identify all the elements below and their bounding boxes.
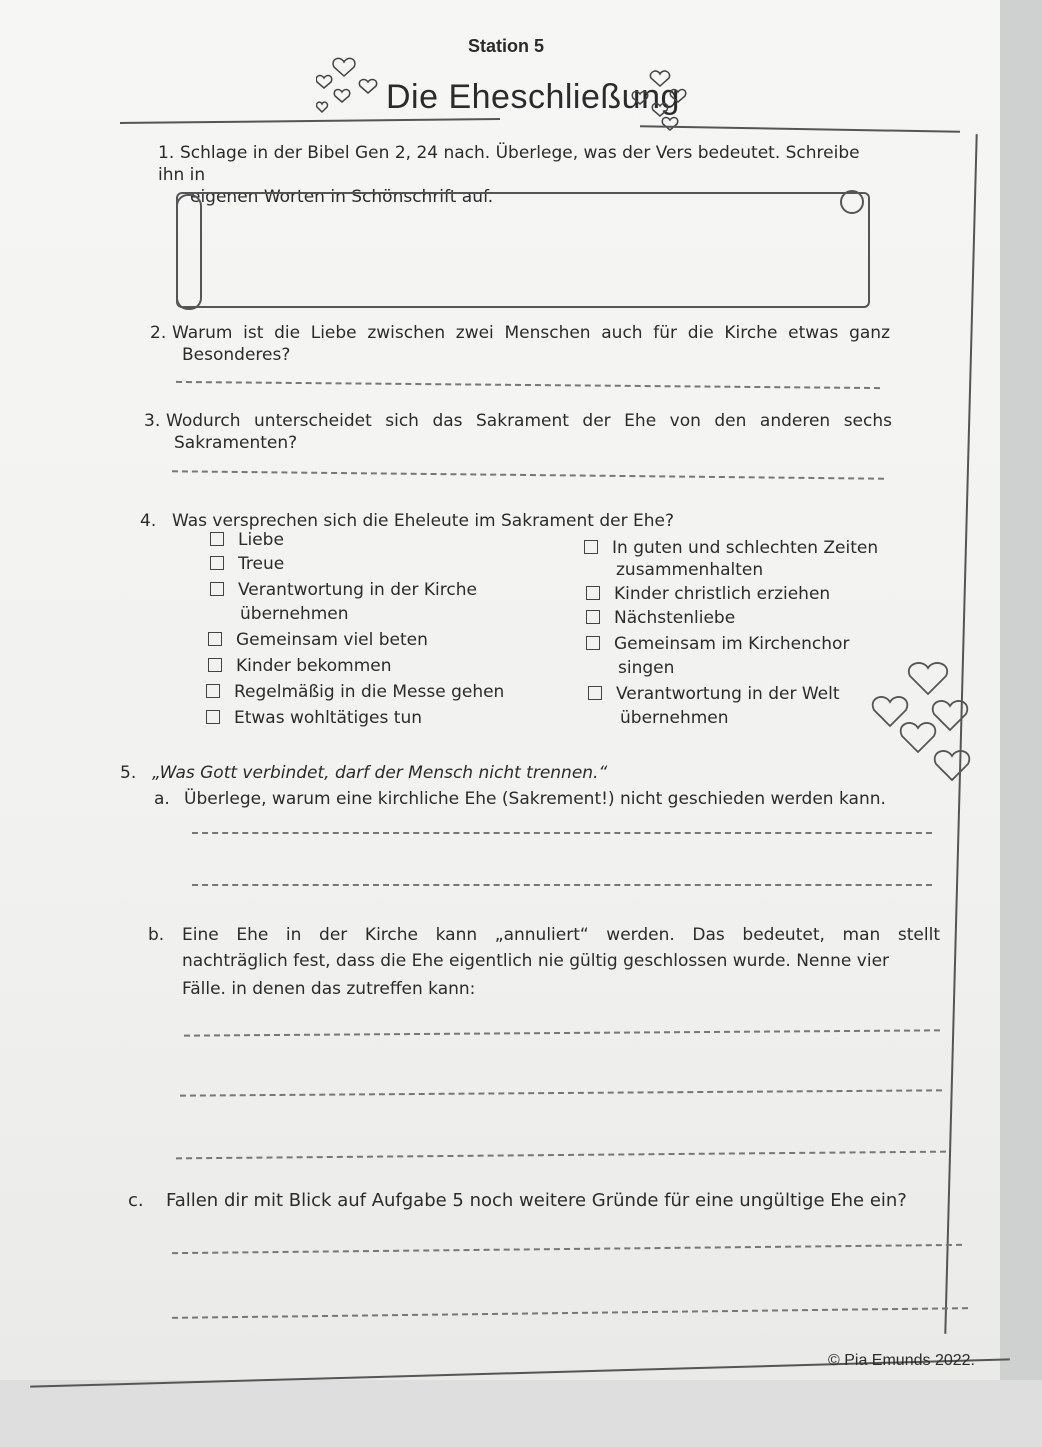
question-5b-line3: Fälle. in denen das zutreffen kann: xyxy=(182,979,476,999)
option-naechstenliebe[interactable]: Nächstenliebe xyxy=(586,608,735,628)
question-4-text: Was versprechen sich die Eheleute im Sakrament der Ehe? xyxy=(172,511,674,531)
option-kirchenchor[interactable]: Gemeinsam im Kirchenchor xyxy=(586,634,849,654)
question-2-number: 2. xyxy=(150,323,167,343)
checkbox-icon[interactable] xyxy=(586,636,600,650)
option-verantwortung-kirche-line2: übernehmen xyxy=(240,604,349,624)
question-1-line2: eigenen Worten in Schönschrift auf. xyxy=(190,187,494,207)
checkbox-icon[interactable] xyxy=(586,610,600,624)
question-5b-label: b. xyxy=(148,925,165,945)
option-gemeinsam-beten[interactable]: Gemeinsam viel beten xyxy=(208,630,428,650)
scroll-roll-right-icon xyxy=(840,190,864,214)
checkbox-icon[interactable] xyxy=(206,684,220,698)
option-kirchenchor-line2: singen xyxy=(618,658,675,678)
question-5c-text: Fallen dir mit Blick auf Aufgabe 5 noch weitere Gründe für eine ungültige Ehe ein? xyxy=(166,1190,907,1211)
question-5c-label: c. xyxy=(128,1190,144,1211)
question-5a-label: a. xyxy=(154,789,170,809)
option-verantwortung-kirche[interactable]: Verantwortung in der Kirche xyxy=(210,580,477,600)
question-4 xyxy=(140,510,900,532)
question-5-quote: „Was Gott verbindet, darf der Mensch nicht trennen.“ xyxy=(152,763,608,783)
option-messe-gehen[interactable]: Regelmäßig in die Messe gehen xyxy=(206,682,504,702)
question-3-number: 3. xyxy=(144,411,161,431)
checkbox-icon[interactable] xyxy=(588,686,602,700)
question-5-number: 5. xyxy=(120,763,137,783)
answer-line-5a-1[interactable] xyxy=(192,832,932,834)
question-3-line2: Sakramenten? xyxy=(174,433,298,453)
option-gute-schlechte-zeiten[interactable]: In guten und schlechten Zeiten xyxy=(584,538,878,558)
question-5b-line1: Eine Ehe in der Kirche kann „annuliert“ werden. Das bedeutet, man stellt xyxy=(182,925,940,945)
option-verantwortung-welt-line2: übernehmen xyxy=(620,708,729,728)
checkbox-icon[interactable] xyxy=(208,658,222,672)
checkbox-icon[interactable] xyxy=(206,710,220,724)
option-verantwortung-welt[interactable]: Verantwortung in der Welt xyxy=(588,684,840,704)
background-surface-bottom xyxy=(0,1380,1042,1447)
checkbox-icon[interactable] xyxy=(208,632,222,646)
question-5 xyxy=(120,762,920,784)
question-4-number: 4. xyxy=(140,511,157,531)
option-wohltaetiges[interactable]: Etwas wohltätiges tun xyxy=(206,708,422,728)
checkbox-icon[interactable] xyxy=(210,582,224,596)
option-kinder-erziehen[interactable]: Kinder christlich erziehen xyxy=(586,584,830,604)
checkbox-icon[interactable] xyxy=(210,532,224,546)
scroll-roll-left-icon xyxy=(176,194,202,310)
question-5a-text: Überlege, warum eine kirchliche Ehe (Sakrement!) nicht geschieden werden kann. xyxy=(184,789,886,809)
question-1-number: 1. xyxy=(158,143,175,163)
option-liebe[interactable]: Liebe xyxy=(210,530,284,550)
background-surface xyxy=(1000,0,1042,1447)
option-kinder-bekommen[interactable]: Kinder bekommen xyxy=(208,656,392,676)
question-5a xyxy=(154,788,954,810)
question-2 xyxy=(150,322,890,366)
question-1-line1: Schlage in der Bibel Gen 2, 24 nach. Überlege, was der Vers bedeutet. Schreibe ihn in xyxy=(158,143,860,185)
question-2-line2: Besonderes? xyxy=(182,345,291,365)
copyright: © Pia Emunds 2022. xyxy=(828,1352,975,1369)
heart-cluster-left-icon xyxy=(316,52,388,118)
checkbox-icon[interactable] xyxy=(584,540,598,554)
answer-line-5a-2[interactable] xyxy=(192,884,932,886)
station-label: Station 5 xyxy=(468,36,545,56)
question-5b-line2: nachträglich fest, dass die Ehe eigentlich nie gültig geschlossen wurde. Nenne vier xyxy=(182,951,890,971)
checkbox-icon[interactable] xyxy=(586,586,600,600)
question-3 xyxy=(144,410,892,454)
question-2-line1: Warum ist die Liebe zwischen zwei Menschen auch für die Kirche etwas ganz xyxy=(172,323,890,343)
question-5b xyxy=(148,924,940,1000)
question-3-line1: Wodurch unterscheidet sich das Sakrament der Ehe von den anderen sechs xyxy=(166,411,892,431)
answer-scroll-box[interactable] xyxy=(176,192,870,308)
option-treue[interactable]: Treue xyxy=(210,554,284,574)
checkbox-icon[interactable] xyxy=(210,556,224,570)
question-5c xyxy=(128,1190,968,1212)
option-gute-schlechte-zeiten-line2: zusammenhalten xyxy=(616,560,764,580)
page-title: Die Eheschließung xyxy=(386,78,680,116)
